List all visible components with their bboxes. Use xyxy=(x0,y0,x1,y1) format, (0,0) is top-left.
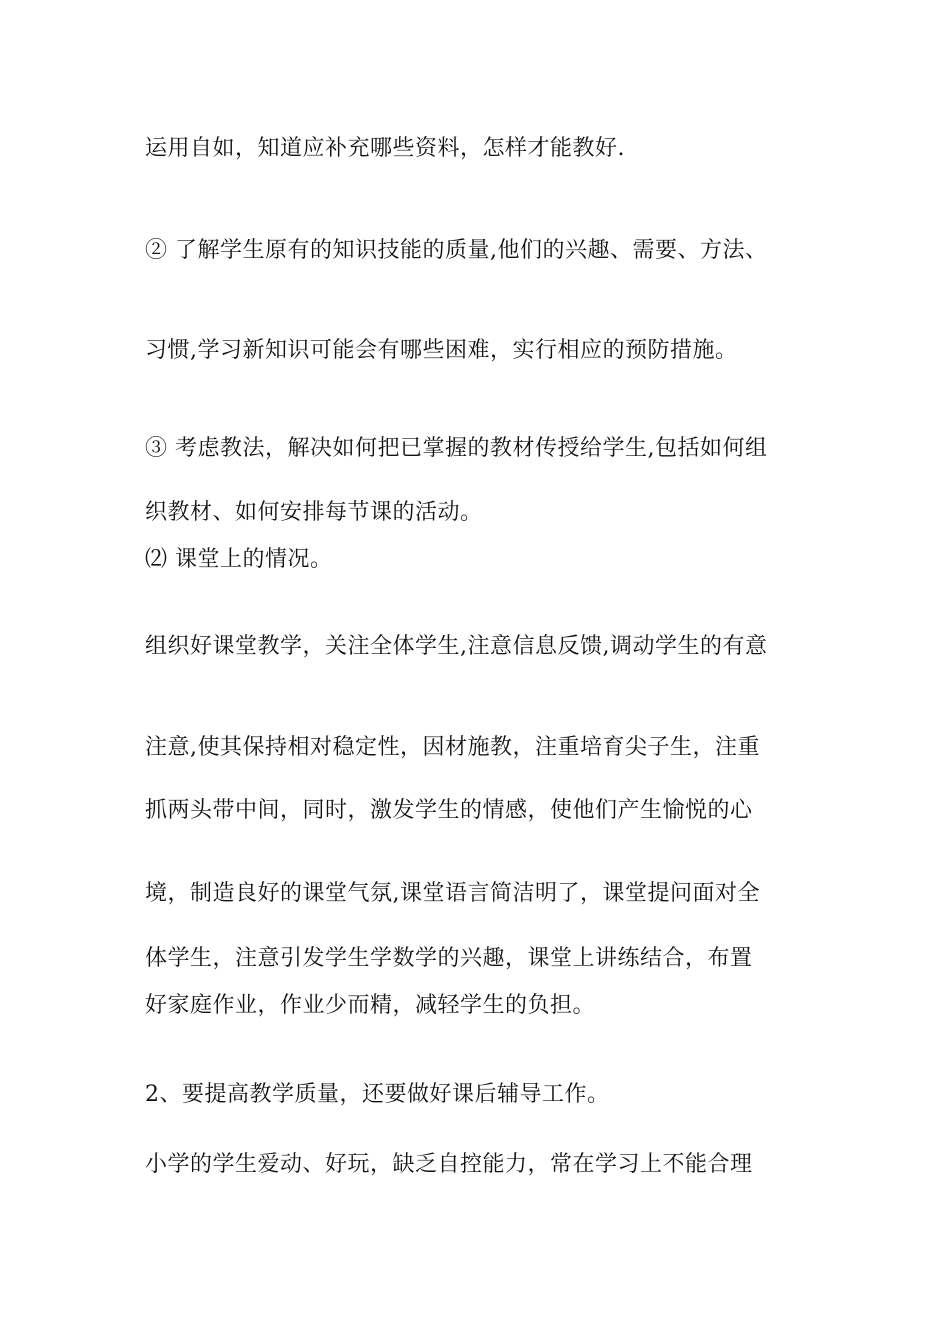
paragraph-line: 境，制造良好的课堂气氛,课堂语言简洁明了，课堂提问面对全 xyxy=(145,881,760,906)
paragraph-line: 体学生，注意引发学生学数学的兴趣，课堂上讲练结合，布置 xyxy=(145,946,753,971)
paragraph-line: 织教材、如何安排每节课的活动。 xyxy=(145,500,483,525)
section-heading: 2、要提高教学质量，还要做好课后辅导工作。 xyxy=(145,1082,610,1107)
paragraph-line: 好家庭作业，作业少而精，减轻学生的负担。 xyxy=(145,993,596,1018)
paragraph-line: ③ 考虑教法，解决如何把已掌握的教材传授给学生,包括如何组 xyxy=(145,436,768,461)
paragraph-line: 小学的学生爱动、好玩，缺乏自控能力，常在学习上不能合理 xyxy=(145,1152,753,1177)
paragraph-line: 抓两头带中间，同时，激发学生的情感，使他们产生愉悦的心 xyxy=(145,798,753,823)
paragraph-line: 习惯,学习新知识可能会有哪些困难，实行相应的预防措施。 xyxy=(145,338,738,363)
paragraph-line: 注意,使其保持相对稳定性，因材施教，注重培育尖子生，注重 xyxy=(145,735,760,760)
paragraph-line: 组织好课堂教学，关注全体学生,注意信息反馈,调动学生的有意 xyxy=(145,634,768,659)
section-heading: ⑵ 课堂上的情况。 xyxy=(145,547,333,572)
paragraph-line: 运用自如，知道应补充哪些资料，怎样才能教好. xyxy=(145,136,625,161)
paragraph-line: ② 了解学生原有的知识技能的质量,他们的兴趣、需要、方法、 xyxy=(145,238,768,263)
